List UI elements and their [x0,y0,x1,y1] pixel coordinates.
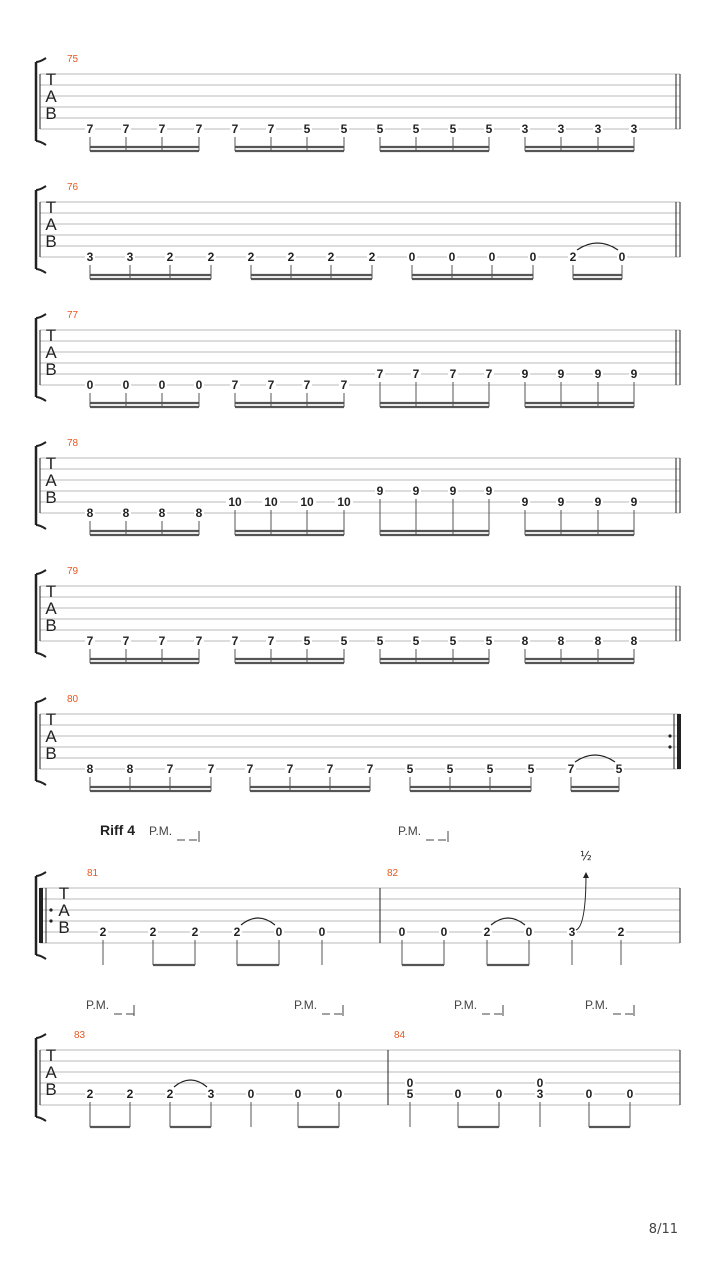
tab-clef-letter: A [45,1063,57,1082]
measure-number: 78 [67,438,79,449]
fret-number: 9 [630,367,638,381]
fret-number: 8 [126,762,134,776]
fret-number: 3 [630,122,638,136]
repeat-end-thick [677,714,681,769]
fret-number: 7 [449,367,457,381]
fret-number: 7 [122,634,130,648]
fret-number: 9 [557,495,565,509]
tab-clef-letter: A [45,87,57,106]
tab-clef-letter: A [45,727,57,746]
bracket-hook [36,397,46,401]
tab-clef-letter: A [58,901,70,920]
tab-system [36,698,681,791]
tab-clef-letter: T [45,454,57,473]
fret-number: 3 [521,122,529,136]
fret-number: 2 [191,925,199,939]
tab-system [36,186,680,279]
fret-number: 2 [233,925,241,939]
fret-number: 0 [618,250,626,264]
fret-number: 7 [231,634,239,648]
bracket-hook [36,955,46,959]
fret-number: 2 [569,250,577,264]
fret-number: 7 [158,122,166,136]
fret-number: 2 [126,1087,134,1101]
tab-clef-letter: T [45,1046,57,1065]
fret-number: 9 [521,367,529,381]
bracket-hook [36,58,46,62]
fret-number: 8 [195,506,203,520]
fret-number: 0 [454,1087,462,1101]
tab-clef-letter: B [45,360,57,379]
tab-system [36,58,680,151]
tab-system [36,314,680,407]
fret-number: 0 [525,925,533,939]
fret-number: 9 [376,484,384,498]
fret-number: 7 [231,378,239,392]
measure-number: 82 [387,868,399,879]
bracket-hook [36,1034,46,1038]
fret-number: 3 [207,1087,215,1101]
bracket-hook [36,141,46,145]
fret-number: 2 [247,250,255,264]
repeat-dot [668,745,671,748]
bracket-hook [36,698,46,702]
fret-number: 7 [485,367,493,381]
fret-number: 0 [335,1087,343,1101]
fret-number: 5 [485,122,493,136]
fret-number: 8 [521,634,529,648]
tab-clef-letter: T [45,198,57,217]
fret-number: 3 [568,925,576,939]
palm-mute-label: P.M. [454,998,478,1012]
page-number: 8/11 [648,1222,678,1237]
measure-number: 77 [67,310,79,321]
fret-number: 8 [122,506,130,520]
tab-clef-letter: A [45,471,57,490]
fret-number: 3 [536,1087,544,1101]
fret-number: 5 [303,122,311,136]
fret-number: 0 [275,925,283,939]
tab-clef-letter: B [45,104,57,123]
fret-number: 0 [626,1087,634,1101]
fret-number: 7 [366,762,374,776]
fret-number: 8 [158,506,166,520]
bracket-hook [36,442,46,446]
fret-number: 7 [86,122,94,136]
fret-number: 7 [86,634,94,648]
tab-clef-letter: T [45,710,57,729]
fret-number: 10 [264,495,278,509]
fret-number: 2 [149,925,157,939]
fret-number: 2 [207,250,215,264]
fret-number: 0 [529,250,537,264]
measure-number: 80 [67,694,79,705]
tab-clef-letter: A [45,215,57,234]
fret-number: 0 [408,250,416,264]
fret-number: 5 [376,634,384,648]
palm-mute-label: P.M. [398,824,422,838]
palm-mute-label: P.M. [294,998,318,1012]
fret-number: 7 [166,762,174,776]
measure-number: 83 [74,1030,86,1041]
fret-number: 7 [231,122,239,136]
repeat-dot [49,919,52,922]
fret-number: 5 [303,634,311,648]
fret-number: 7 [376,367,384,381]
fret-number: 0 [86,378,94,392]
fret-number: 5 [376,122,384,136]
fret-number: 3 [86,250,94,264]
fret-number: 7 [412,367,420,381]
tab-system [36,1034,680,1127]
bracket-hook [36,570,46,574]
fret-number: 8 [630,634,638,648]
fret-number: 5 [406,1087,414,1101]
fret-number: 5 [340,634,348,648]
fret-number: 2 [483,925,491,939]
fret-number: 8 [86,506,94,520]
bracket-hook [36,269,46,273]
tab-system [36,570,680,663]
tab-clef-letter: T [45,326,57,345]
fret-number: 0 [294,1087,302,1101]
fret-number: 7 [326,762,334,776]
repeat-start-thick [39,888,43,943]
fret-number: 0 [495,1087,503,1101]
bend-amount: ½ [580,849,592,863]
fret-number: 5 [340,122,348,136]
fret-number: 5 [449,122,457,136]
fret-number: 2 [166,250,174,264]
fret-number: 9 [485,484,493,498]
tab-clef-letter: T [45,582,57,601]
tab-clef-letter: B [45,232,57,251]
fret-number: 7 [207,762,215,776]
fret-number: 7 [267,634,275,648]
fret-number: 5 [527,762,535,776]
fret-number: 8 [86,762,94,776]
measure-number: 81 [87,868,99,879]
fret-number: 9 [449,484,457,498]
bracket-hook [36,781,46,785]
fret-number: 7 [567,762,575,776]
tab-clef-letter: T [58,884,70,903]
fret-number: 3 [126,250,134,264]
fret-number: 10 [337,495,351,509]
fret-number: 7 [267,378,275,392]
fret-number: 5 [412,634,420,648]
fret-number: 2 [368,250,376,264]
palm-mute-label: P.M. [149,824,173,838]
fret-number: 7 [122,122,130,136]
fret-number: 5 [486,762,494,776]
tab-system [36,872,680,965]
fret-number: 7 [195,634,203,648]
fret-number: 5 [615,762,623,776]
fret-number: 8 [594,634,602,648]
fret-number: 0 [247,1087,255,1101]
measure-number: 75 [67,54,79,65]
fret-number: 9 [521,495,529,509]
fret-number: 0 [448,250,456,264]
fret-number: 3 [594,122,602,136]
riff-label: Riff 4 [100,822,135,838]
fret-number: 0 [318,925,326,939]
fret-number: 5 [446,762,454,776]
bracket-hook [36,186,46,190]
tab-clef-letter: A [45,343,57,362]
fret-number: 3 [557,122,565,136]
fret-number: 5 [412,122,420,136]
tab-clef-letter: B [45,1080,57,1099]
fret-number: 2 [166,1087,174,1101]
fret-number: 0 [536,1076,544,1090]
fret-number: 9 [594,495,602,509]
fret-number: 5 [449,634,457,648]
fret-number: 9 [412,484,420,498]
tab-clef-letter: B [45,488,57,507]
fret-number: 0 [406,1076,414,1090]
fret-number: 2 [287,250,295,264]
fret-number: 7 [267,122,275,136]
fret-number: 0 [440,925,448,939]
tab-clef-letter: B [45,616,57,635]
fret-number: 9 [594,367,602,381]
fret-number: 5 [485,634,493,648]
repeat-dot [668,734,671,737]
fret-number: 0 [585,1087,593,1101]
fret-number: 7 [340,378,348,392]
fret-number: 7 [195,122,203,136]
tab-clef-letter: T [45,70,57,89]
fret-number: 9 [557,367,565,381]
palm-mute-label: P.M. [585,998,609,1012]
fret-number: 0 [488,250,496,264]
measure-number: 84 [394,1030,406,1041]
tab-clef-letter: A [45,599,57,618]
fret-number: 0 [398,925,406,939]
fret-number: 5 [406,762,414,776]
tab-system [36,442,680,535]
fret-number: 2 [327,250,335,264]
fret-number: 0 [158,378,166,392]
bend-arrowhead [583,872,589,878]
fret-number: 10 [300,495,314,509]
tab-clef-letter: B [58,918,70,937]
fret-number: 10 [228,495,242,509]
fret-number: 7 [286,762,294,776]
repeat-dot [49,908,52,911]
fret-number: 0 [122,378,130,392]
fret-number: 8 [557,634,565,648]
fret-number: 0 [195,378,203,392]
fret-number: 7 [158,634,166,648]
bend-arrow [576,874,586,930]
fret-number: 2 [99,925,107,939]
fret-number: 2 [617,925,625,939]
bracket-hook [36,525,46,529]
fret-number: 7 [303,378,311,392]
bracket-hook [36,872,46,876]
bracket-hook [36,1117,46,1121]
fret-number: 9 [630,495,638,509]
measure-number: 76 [67,182,79,193]
measure-number: 79 [67,566,79,577]
tab-clef-letter: B [45,744,57,763]
bracket-hook [36,653,46,657]
fret-number: 2 [86,1087,94,1101]
bracket-hook [36,314,46,318]
palm-mute-label: P.M. [86,998,110,1012]
fret-number: 7 [246,762,254,776]
